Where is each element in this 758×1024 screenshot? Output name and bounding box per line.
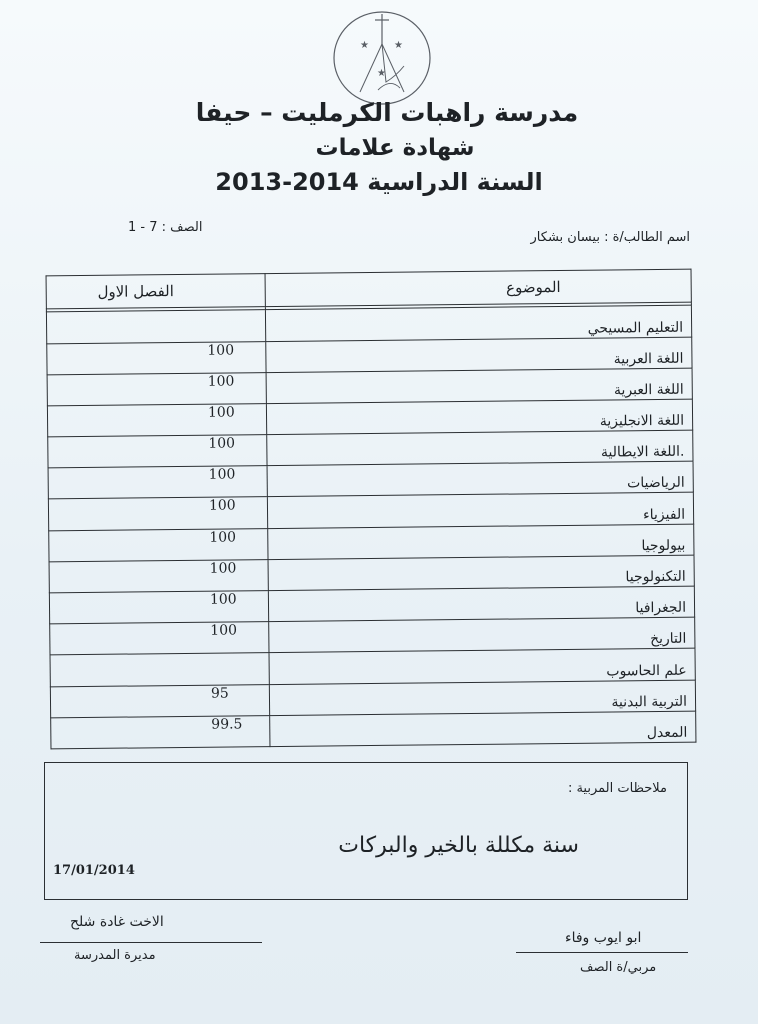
subject-cell: .اللغة الايطالية — [267, 430, 693, 466]
principal-role: مديرة المدرسة — [74, 948, 156, 963]
subject-cell: التعليم المسيحي — [265, 306, 691, 342]
principal-signature-line — [40, 942, 262, 943]
column-header-term: الفصل الاول — [46, 274, 265, 309]
grade-cell: 100 — [47, 372, 266, 405]
subject-cell: بيولوجيا — [268, 524, 694, 560]
table-row — [51, 711, 696, 749]
grade-cell: 100 — [49, 528, 268, 561]
grade-cell: 95 — [50, 684, 269, 717]
grade-cell: 100 — [49, 591, 268, 624]
teacher-notes-box — [44, 762, 688, 900]
class-label: الصف : 7 - 1 — [128, 220, 203, 235]
teacher-role: مربي/ة الصف — [580, 960, 657, 975]
notes-text: سنة مكللة بالخير والبركات — [338, 833, 579, 858]
teacher-signature-line — [516, 952, 688, 953]
subject-cell: اللغة العربية — [266, 337, 692, 373]
grade-cell: 100 — [48, 497, 267, 530]
svg-text:★: ★ — [377, 68, 386, 79]
subject-cell: التربية البدنية — [269, 680, 695, 716]
teacher-name: ابو ايوب وفاء — [565, 930, 642, 946]
subject-cell: الجغرافيا — [268, 586, 694, 622]
grade-cell: 99.5 — [51, 715, 270, 749]
notes-label: ملاحظات المربية : — [567, 781, 667, 796]
subject-cell: المعدل — [270, 711, 696, 747]
school-name: مدرسة راهبات الكرمليت – حيفا — [195, 98, 579, 127]
subject-cell: اللغة الانجليزية — [266, 399, 692, 435]
grades-table — [46, 269, 697, 750]
grade-cell: 100 — [50, 622, 269, 655]
subject-cell: الرياضيات — [267, 461, 693, 497]
grade-cell — [46, 310, 265, 343]
grade-cell: 100 — [47, 341, 266, 374]
principal-name: الاخت غادة شلح — [70, 914, 164, 930]
subject-cell: الفيزياء — [267, 493, 693, 529]
academic-year: السنة الدراسية 2014-2013 — [215, 168, 543, 196]
grade-cell: 100 — [49, 559, 268, 592]
certificate-title: شهادة علامات — [315, 135, 475, 161]
subject-cell: اللغة العبرية — [266, 368, 692, 404]
grade-cell: 100 — [48, 435, 267, 468]
school-seal-icon — [330, 6, 434, 110]
grade-cell: 100 — [48, 466, 267, 499]
svg-text:★: ★ — [360, 40, 369, 51]
subject-cell: علم الحاسوب — [269, 648, 695, 684]
student-name: اسم الطالب/ة : بيسان بشكار — [530, 230, 690, 245]
svg-text:★: ★ — [394, 40, 403, 51]
column-header-subject: الموضوع — [265, 269, 691, 306]
notes-date: 17/01/2014 — [53, 863, 135, 878]
subject-cell: التكنولوجيا — [268, 555, 694, 591]
subject-cell: التاريخ — [269, 617, 695, 653]
grade-cell — [50, 653, 269, 686]
grade-cell: 100 — [47, 404, 266, 437]
